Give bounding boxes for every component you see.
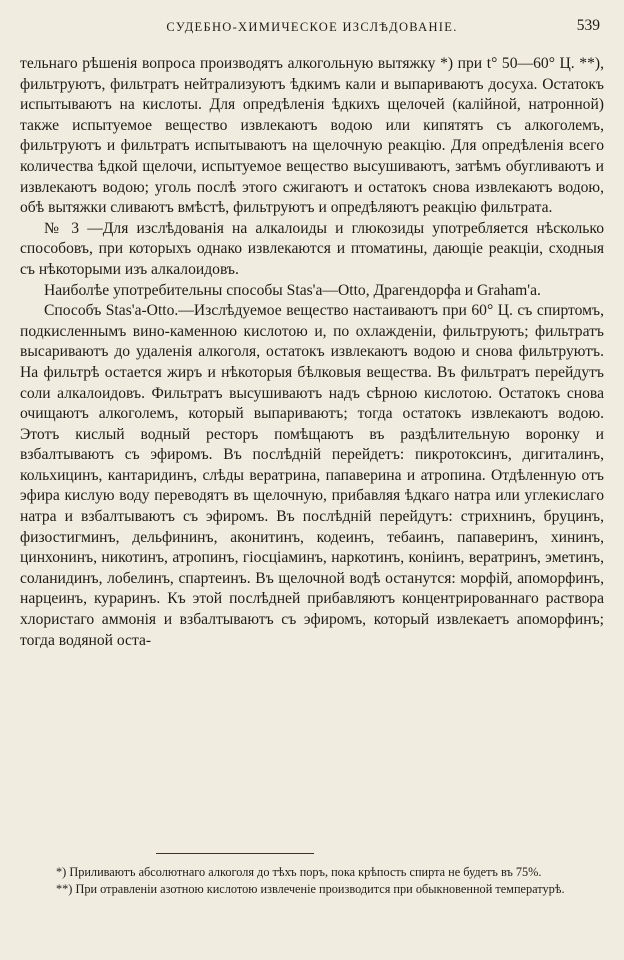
paragraph-method-3: № 3 —Для изслѣдованія на алкалоиды и глюкозиды употребляется нѣсколько способовъ, при которыхъ однако извлекаются и птоматины, дающіе реакціи, сходныя съ нѣкоторыми изъ алкалоидовъ.: [20, 219, 604, 278]
running-title: СУДЕБНО-ХИМИЧЕСКОЕ ИЗСЛѢДОВАНІЕ.: [166, 20, 458, 34]
footnote-rule: [156, 853, 314, 854]
footnotes: [30, 864, 610, 898]
paragraph-continuation: тельнаго рѣшенія вопроса производятъ алкогольную вытяжку *) при t° 50—60° Ц. **), фильтруютъ, фильтратъ нейтрализуютъ ѣдкимъ кали и выпариваютъ досуха. Остатокъ испытываютъ на кислоты. Для опредѣленія ѣдкихъ щелочей (калійной, натронной) также испытуемое вещество извлекаютъ водою или кипятятъ съ алкоголемъ, фильтруютъ и фильтратъ испытываютъ на щелочную реакцію. Для опредѣленія всего количества ѣдкой щелочи, испытуемое вещество высушиваютъ, затѣмъ обугливаютъ и извлекаютъ водою; уголь послѣ этого сжигаютъ и остатокъ снова извлекаютъ водою, обѣ вытяжки сливаютъ вмѣстѣ, фильтруютъ и опредѣляютъ реакцію фильтрата.: [20, 55, 604, 217]
body-text: [20, 54, 604, 651]
running-head: [20, 14, 604, 38]
paragraph-common-methods: Наиболѣе употребительны способы Stas'a—Otto, Драгендорфа и Graham'a.: [44, 281, 541, 299]
footnote-2: **) При отравленіи азотною кислотою извлеченіе производится при обыкновенной температурѣ.: [56, 881, 565, 896]
page-number: 539: [576, 17, 600, 34]
paragraph-stas-otto-method: Способъ Stas'a-Otto.—Изслѣдуемое вещество настаиваютъ при 60° Ц. съ спиртомъ, подкисленнымъ вино-каменною кислотою и, по охлажденіи, фильтруютъ; фильтратъ высариваютъ до удаленія алкоголя, остатокъ извлекаютъ водою и снова фильтруютъ. На фильтрѣ остается жиръ и нѣкоторыя бѣлковыя вещества. Въ фильтратъ перейдутъ соли алкалоидовъ. Фильтратъ высушиваютъ надъ сѣрною кислотою. Остатокъ снова очищаютъ алкоголемъ, который выпариваютъ; тогда остатокъ извлекаютъ водою. Этотъ кислый водный ресторъ помѣщаютъ въ раздѣлительную воронку и взбалтываютъ съ эфиромъ. Въ послѣдній перейдетъ: пикротоксинъ, дигиталинъ, кольхицинъ, кантаридинъ, слѣды вератрина, папаверина и атропина. Отдѣленную отъ эфира кислую воду переводятъ въ щелочную, прибавляя ѣдкаго натра или углекислаго натра и взбалтываютъ съ эфиромъ. Въ послѣдній перейдутъ: стрихнинъ, бруцинъ, физостигминъ, дельфининъ, аконитинъ, кодеинъ, тебаинъ, папаверинъ, хининъ, цинхонинъ, никотинъ, атропинъ, гіосціаминъ, наркотинъ, коніинъ, вератринъ, эметинъ, соланидинъ, лобелинъ, спартеинъ. Въ щелочной водѣ останутся: морфій, апоморфинъ, нарцеинъ, кураринъ. Къ этой послѣдней прибавляютъ концентрированнаго раствора хлористаго аммонія и взбалтываютъ съ эфиромъ, который извлекаетъ апоморфинъ; тогда водяной оста-: [20, 302, 604, 649]
footnote-1: *) Приливаютъ абсолютнаго алкоголя до тѣхъ поръ, пока крѣпость спирта не будетъ въ 75%.: [56, 865, 542, 879]
